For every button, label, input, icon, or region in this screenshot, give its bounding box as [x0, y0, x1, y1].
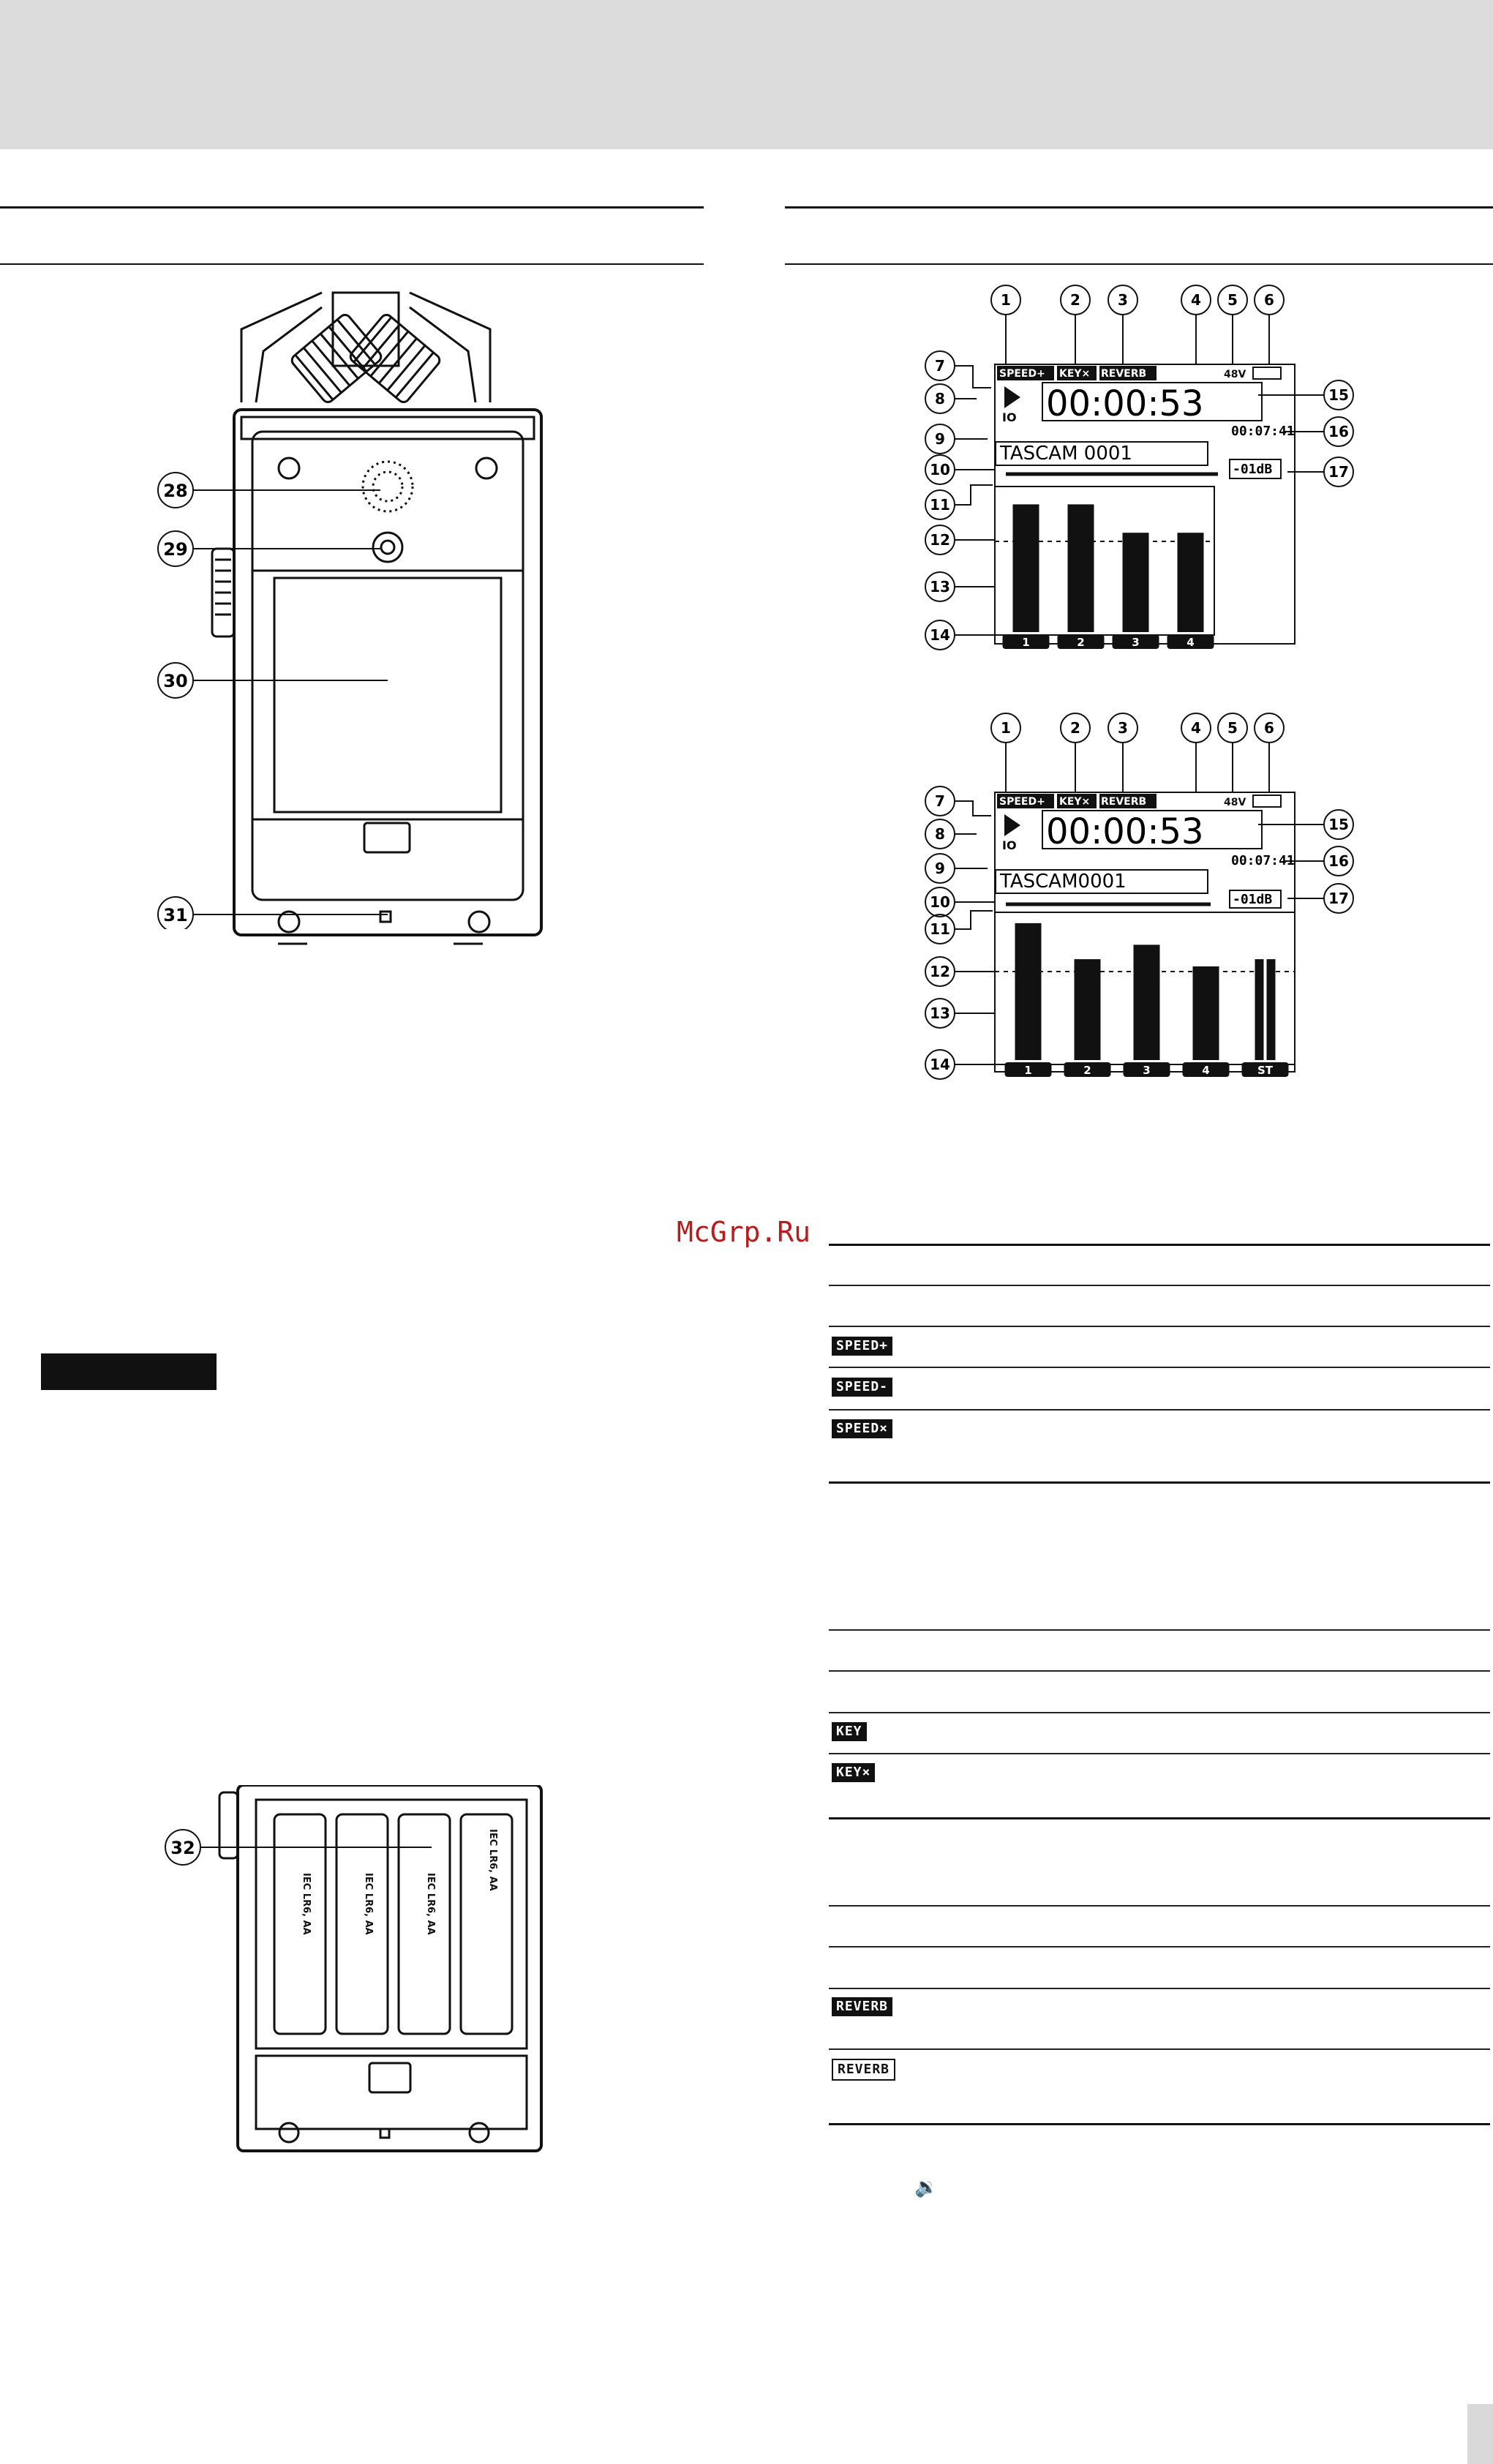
channel-label-4: 4 [1202, 1064, 1210, 1077]
table-rule [829, 1285, 1490, 1286]
callout-17: 17 [1328, 463, 1349, 481]
channel-label-2: 2 [1077, 636, 1085, 649]
battery-compartment-illustration [154, 1785, 549, 2166]
s1-meter-bars [1013, 504, 1204, 632]
speed-plus-icon: SPEED+ [832, 1337, 892, 1356]
table-rule [829, 1753, 1490, 1754]
callout-1: 1 [1001, 719, 1011, 737]
s1-play-icon [1004, 386, 1020, 408]
s1-phantom: 48V [1224, 369, 1246, 380]
callout-3: 3 [1118, 719, 1128, 737]
s2-key: KEY× [1059, 796, 1091, 808]
s2-phantom: 48V [1224, 797, 1246, 808]
table-rule [829, 1946, 1490, 1947]
callout-11: 11 [930, 920, 950, 938]
callout-12: 12 [930, 963, 950, 980]
callout-2: 2 [1070, 291, 1080, 309]
s2-mode: IO [1002, 838, 1017, 852]
left-section-rule-bottom [0, 263, 704, 265]
display-diagram-4ch [918, 278, 1372, 658]
table-rule [829, 1409, 1490, 1411]
callout-10: 10 [930, 461, 950, 478]
callout-16: 16 [1328, 852, 1349, 870]
callout-12: 12 [930, 531, 950, 549]
meter-bar-ST-1 [1267, 959, 1276, 1060]
s2-remaining: 00:07:41 [1231, 853, 1295, 868]
meter-bar-3 [1134, 944, 1160, 1060]
callout-8: 8 [935, 390, 945, 407]
callout-16: 16 [1328, 423, 1349, 440]
s1-key: KEY× [1059, 368, 1091, 380]
s2-channel-labels [1005, 1062, 1289, 1077]
s2-reverb: REVERB [1101, 796, 1147, 808]
table-rule [829, 1481, 1490, 1484]
table-rule [829, 1326, 1490, 1327]
s1-speed: SPEED+ [999, 368, 1045, 380]
callout-10: 10 [930, 893, 950, 911]
callout-13: 13 [930, 578, 950, 596]
table-rule-bottom [829, 2123, 1490, 2125]
meter-bar-3 [1123, 533, 1149, 632]
s1-peak: -01dB [1233, 462, 1273, 477]
reverb-on-icon: REVERB [832, 1997, 892, 2016]
callout-7: 7 [935, 357, 945, 375]
reverb-off-icon: REVERB [832, 2059, 895, 2081]
callout-6: 6 [1264, 719, 1274, 737]
channel-label-4: 4 [1186, 636, 1195, 649]
table-rule [829, 1905, 1490, 1907]
s2-time: 00:00:53 [1046, 811, 1204, 852]
meter-bar-4 [1178, 533, 1204, 632]
callout-28: 28 [163, 481, 188, 501]
callout-6: 6 [1264, 291, 1274, 309]
callout-15: 15 [1328, 816, 1349, 833]
battery-1-label: IEC LR6, AA [301, 1873, 312, 1935]
callout-31: 31 [163, 905, 188, 925]
channel-label-2: 2 [1083, 1064, 1091, 1077]
callout-9: 9 [935, 860, 945, 877]
s1-time: 00:00:53 [1046, 383, 1204, 424]
callout-29: 29 [163, 539, 188, 560]
speaker-icon: 🔉 [914, 2176, 939, 2198]
callout-1: 1 [1001, 291, 1011, 309]
meter-bar-4 [1193, 966, 1219, 1060]
s2-play-icon [1004, 814, 1020, 836]
left-section-rule-top [0, 206, 704, 209]
s1-filename: TASCAM 0001 [1000, 443, 1132, 465]
callout-4: 4 [1191, 719, 1201, 737]
s2-peak: -01dB [1233, 892, 1273, 907]
callout-32: 32 [170, 1838, 195, 1858]
s1-remaining: 00:07:41 [1231, 424, 1295, 439]
speed-minus-icon: SPEED- [832, 1378, 892, 1397]
key-x-icon: KEY× [832, 1763, 875, 1782]
callout-3: 3 [1118, 291, 1128, 309]
key-icon: KEY [832, 1722, 867, 1741]
callout-11: 11 [930, 496, 950, 514]
s1-reverb: REVERB [1101, 368, 1147, 380]
channel-label-3: 3 [1132, 636, 1140, 649]
right-section-rule-top [785, 206, 1493, 209]
callout-17: 17 [1328, 890, 1349, 907]
rear-view-callouts [154, 461, 432, 929]
table-rule-top [829, 1244, 1490, 1246]
s1-mode: IO [1002, 410, 1017, 424]
speed-x-icon: SPEED× [832, 1419, 892, 1438]
callout-2: 2 [1070, 719, 1080, 737]
meter-bar-ST-0 [1255, 959, 1264, 1060]
s1-channel-labels [1003, 634, 1214, 649]
table-rule [829, 1712, 1490, 1713]
table-rule [829, 2048, 1490, 2050]
callout-14: 14 [930, 1056, 950, 1073]
right-section-rule-bottom [785, 263, 1493, 265]
display-diagram-st [918, 706, 1372, 1086]
callout-14: 14 [930, 626, 950, 644]
s2-meter-bars [1015, 923, 1276, 1060]
callout-15: 15 [1328, 386, 1349, 404]
header-band [0, 0, 1493, 149]
channel-label-3: 3 [1143, 1064, 1151, 1077]
table-rule [829, 1988, 1490, 1989]
callout-5: 5 [1227, 719, 1238, 737]
channel-label-1: 1 [1024, 1064, 1032, 1077]
section-label-bar [41, 1353, 217, 1390]
callout-5: 5 [1227, 291, 1238, 309]
page-tab [1467, 2404, 1493, 2464]
callout-8: 8 [935, 825, 945, 843]
battery-2-label: IEC LR6, AA [363, 1873, 374, 1935]
callout-9: 9 [935, 430, 945, 448]
channel-label-ST: ST [1257, 1064, 1274, 1077]
s2-speed: SPEED+ [999, 796, 1045, 808]
watermark: McGrp.Ru [677, 1216, 811, 1248]
meter-bar-2 [1068, 504, 1094, 632]
battery-3-label: IEC LR6, AA [425, 1873, 436, 1935]
callout-7: 7 [935, 792, 945, 810]
s2-filename: TASCAM0001 [1000, 871, 1127, 893]
table-rule [829, 1367, 1490, 1368]
table-rule [829, 1817, 1490, 1819]
table-rule [829, 1670, 1490, 1672]
callout-4: 4 [1191, 291, 1201, 309]
callout-13: 13 [930, 1004, 950, 1022]
meter-bar-1 [1013, 504, 1039, 632]
meter-bar-2 [1075, 959, 1101, 1060]
table-rule [829, 1629, 1490, 1631]
meter-bar-1 [1015, 923, 1042, 1060]
battery-4-label: IEC LR6, AA [487, 1829, 498, 1891]
channel-label-1: 1 [1022, 636, 1030, 649]
callout-30: 30 [163, 671, 188, 691]
